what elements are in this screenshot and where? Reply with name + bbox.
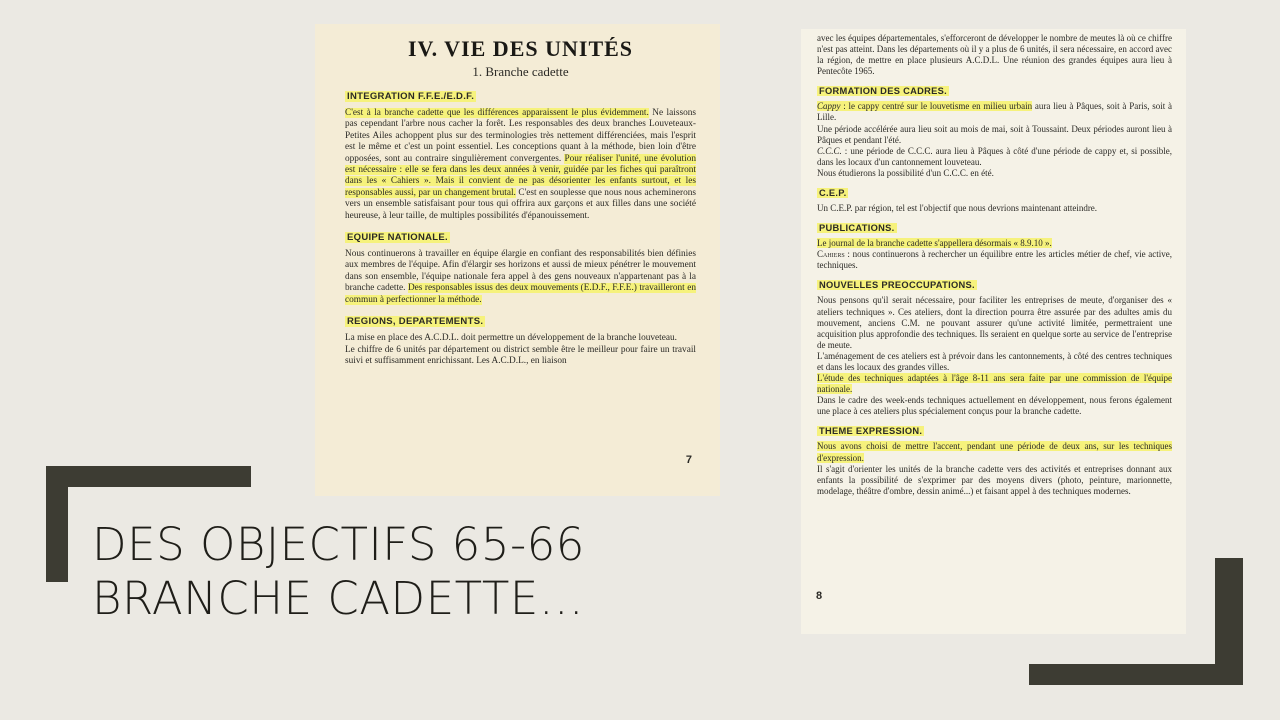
text-run: Ne laissons pas cependant l'arbre nous cacher la forêt. Les responsables des deux branches Louveteaux-Petites Ailes achoppent plus sur des terminologies très nettement différenciées, mais l'esprit est le même et c'est un point essentiel. Les conceptions quant à la méthode, bien loin d'être opposées, sont au contraire singulièrement convergentes. — [345, 108, 696, 164]
section-heading-text: INTEGRATION F.F.E./E.D.F. — [347, 91, 475, 102]
chapter-subtitle: 1. Branche cadette — [472, 64, 569, 79]
section-heading — [817, 187, 1172, 200]
text-run: Un C.E.P. par région, tel est l'objectif que nous devrions maintenant atteindre. — [817, 203, 1098, 214]
section-heading-text: NOUVELLES PREOCCUPATIONS. — [819, 280, 975, 291]
text-run: Le chiffre de 6 unités par département ou district semble être le meilleur pour faire un travail suivi et suffisamment enrichissant. Les A.C.D.L., en liaison — [345, 344, 696, 366]
paragraph — [345, 345, 696, 368]
highlighted-text: Cappy — [817, 101, 841, 112]
page-number-right: 8 — [816, 590, 823, 602]
section-heading-text: THEME EXPRESSION. — [819, 426, 923, 437]
text-run: avec les équipes départementales, s'efforceront de développer le nombre de meutes là où ce chiffre n'est pas atteint. Dans les départements où il y a plus de 6 unités, il sera nécessaire, en accord avec la région, de mettre en place plusieurs A.C.D.L. Une réunion des grandes équipes aura lieu à Pentecôte 1965. — [817, 33, 1172, 77]
highlighted-text: Le journal de la branche cadette s'appellera désormais « 8.9.10 ». — [817, 238, 1052, 249]
text-run: aura lieu à Pâques, soit à Paris, soit à Lille. — [817, 101, 1172, 123]
section-heading — [345, 315, 696, 328]
text-run: La mise en place des A.C.D.L. doit permettre un développement de la branche louveteau. — [345, 333, 677, 344]
text-run: L'aménagement de ces ateliers est à prévoir dans les cantonnements, à côté des centres techniques et dans les locaux des grandes villes. — [817, 350, 1172, 372]
text-run: C'est en souplesse que nous nous acheminerons vers un ensemble satisfaisant pour tous qui offrira aux garçons et aux filles dans une société heureuse, à leur taille, de multiples possibilités d'épanouissement. — [345, 187, 696, 221]
highlighted-text: Pour réaliser l'unité, une évolution est nécessaire : elle se fera dans les deux années à venir, guidée par les fiches qui paraîtront dans les « Cahiers ». Mais il convient de ne pas désorienter les enfants surtout, et les responsables aussi, par un changement brutal. — [345, 153, 696, 198]
text-run: Cahiers — [817, 249, 845, 260]
text-run: : une période de C.C.C. aura lieu à Pâques à côté d'une période de cappy et, si possible, dans les locaux d'un cantonnement louveteau. — [817, 145, 1172, 167]
section-heading — [817, 85, 1172, 98]
section-heading — [817, 425, 1172, 438]
page-number-left: 7 — [685, 454, 692, 466]
scanned-page-right — [801, 29, 1186, 634]
section-heading — [817, 222, 1172, 235]
slide-title — [92, 518, 772, 626]
highlighted-text: : le cappy centré sur le louvetisme en milieu urbain — [840, 101, 1033, 112]
text-run: : nous continuerons à rechercher un équilibre entre les articles métier de chef, vie active, techniques. — [817, 249, 1172, 271]
section-heading-text: EQUIPE NATIONALE. — [347, 232, 448, 244]
section-heading-text: FORMATION DES CADRES. — [819, 86, 948, 97]
highlighted-text: Nous avons choisi de mettre l'accent, pendant une période de deux ans, sur les techniques d'expression. — [817, 441, 1172, 463]
paragraph — [345, 249, 696, 306]
slide-title-line-1: DES OBJECTIFS 65-66 — [92, 518, 585, 571]
paragraph — [817, 295, 1172, 350]
paragraph — [817, 464, 1172, 497]
text-run: Il s'agit d'orienter les unités de la branche cadette vers des activités et entreprises donnant aux enfants la possibilité de s'exprimer par des moyens divers (photo, peinture, marionnette, modelage, théâtre d'ombre, dessin animé...) et faisant appel à des techniques modernes. — [817, 463, 1172, 496]
text-run: Dans le cadre des week-ends techniques actuellement en développement, nous ferons également une place à ces ateliers plus spécialement conçus pour la branche cadette. — [817, 395, 1172, 417]
highlighted-text: C'est à la branche cadette que les différences apparaissent le plus évidemment. — [345, 108, 649, 118]
corner-accent-bottom-right-vertical — [1215, 558, 1243, 685]
section-heading — [345, 231, 696, 244]
paragraph — [817, 441, 1172, 463]
scanned-page-left — [315, 24, 720, 496]
section-heading — [817, 279, 1172, 292]
paragraph — [817, 395, 1172, 417]
section-heading-text: REGIONS, DEPARTEMENTS. — [347, 316, 484, 328]
corner-accent-top-left-horizontal — [46, 466, 251, 487]
paragraph — [817, 249, 1172, 271]
highlighted-text: Des responsables issus des deux mouvements (E.D.F., F.F.E.) travailleront en commun à perfectionner la méthode. — [345, 283, 696, 305]
text-run: Une période accélérée aura lieu soit au mois de mai, soit à Toussaint. Deux périodes auront lieu à Pâques et pendant l'été. — [817, 123, 1172, 145]
chapter-title: IV. VIE DES UNITÉS — [407, 36, 634, 61]
paragraph — [817, 168, 1172, 179]
section-heading-text: C.E.P. — [819, 188, 847, 199]
paragraph — [817, 373, 1172, 395]
paragraph — [817, 101, 1172, 123]
paragraph — [345, 108, 696, 222]
paragraph — [817, 351, 1172, 373]
text-run: Nous pensons qu'il serait nécessaire, pour faciliter les entreprises de meute, d'organiser des « ateliers techniques ». Ces ateliers, dont la direction pourra être assurée par des adultes amis du mouvement, anciens C.M. ne pouvant assurer qu'une activité limitée, permettraient une acquisition plus approfondie des techniques. Ils seraient en quelque sorte au service de l'entreprise de meute. — [817, 295, 1172, 350]
highlighted-text: L'étude des techniques adaptées à l'âge 8-11 ans sera faite par une commission de l'équipe nationale. — [817, 373, 1172, 395]
slide-title-line-2: BRANCHE CADETTE… — [92, 572, 585, 625]
paragraph — [817, 146, 1172, 168]
paragraph — [817, 33, 1172, 77]
right-page-intro — [817, 33, 1172, 77]
section-heading — [345, 90, 696, 103]
text-run: Nous continuerons à travailler en équipe élargie en confiant des responsabilités bien définies aux membres de l'équipe. Afin d'élargir ses horizons et aussi de mieux pénétrer le mouvement dans son ensemble, l'équipe nationale fera appel à des gens nouveaux n'appartenant pas à la branche cadette. — [345, 249, 696, 294]
left-page-sections — [345, 90, 696, 367]
text-run: C.C.C. — [817, 145, 842, 156]
corner-accent-bottom-right-horizontal — [1029, 664, 1243, 685]
text-run: Nous étudierons la possibilité d'un C.C.C. en été. — [817, 167, 994, 178]
paragraph — [817, 203, 1172, 214]
paragraph — [817, 124, 1172, 146]
paragraph — [345, 333, 696, 344]
paragraph — [817, 238, 1172, 249]
right-page-sections — [817, 85, 1172, 497]
corner-accent-top-left-vertical — [46, 466, 68, 582]
section-heading-text: PUBLICATIONS. — [819, 223, 895, 234]
